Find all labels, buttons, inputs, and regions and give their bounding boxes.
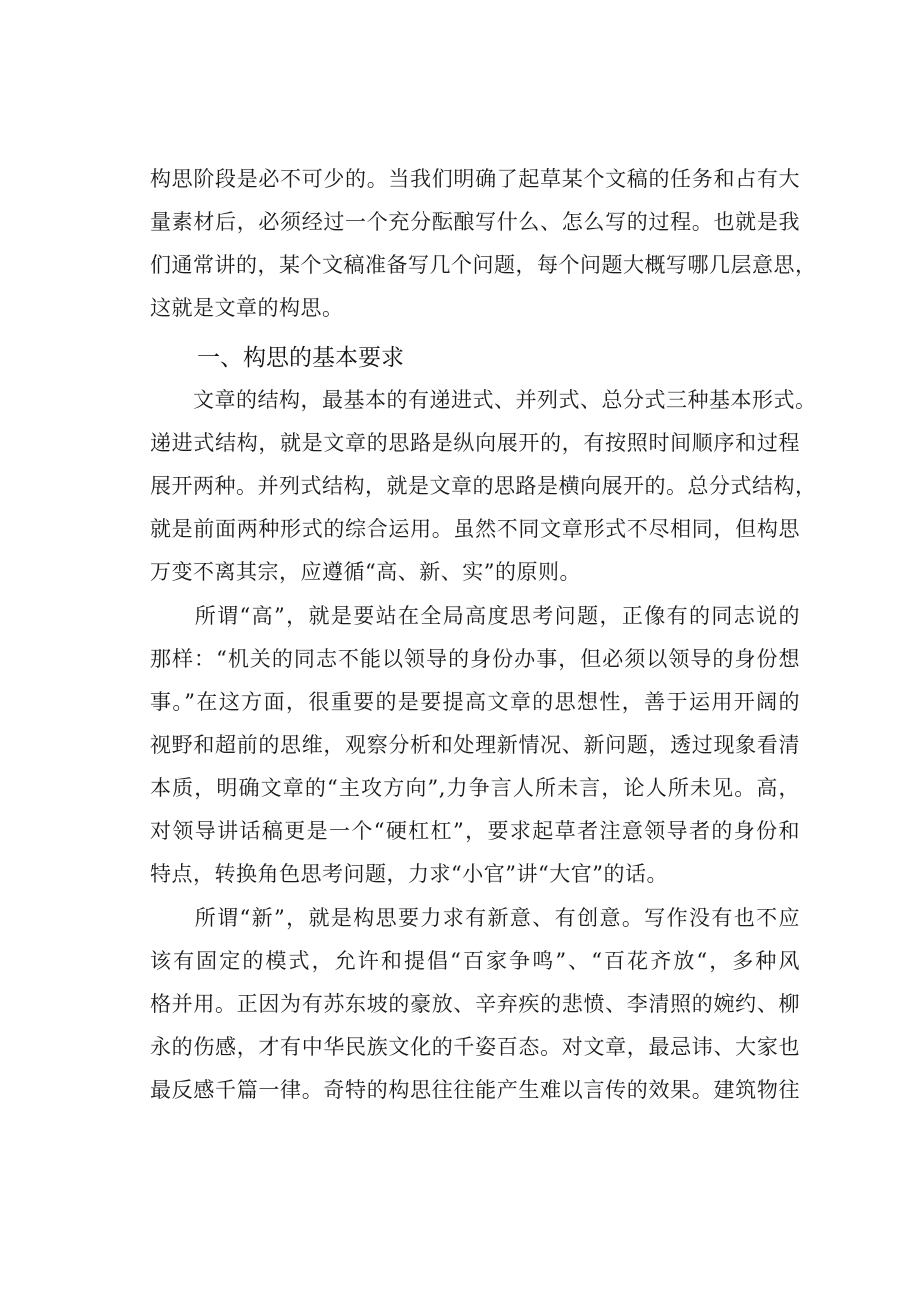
text-line: 构思阶段是必不可少的。当我们明确了起草某个文稿的任务和占有大 [150,167,800,191]
text-line: 事。”在这方面，很重要的是要提高文章的思想性，善于运用开阔的 [150,690,800,714]
structure-paragraph [150,379,817,594]
section-heading: 一、构思的基本要求 [197,345,404,371]
text-line: 所谓“高”，就是要站在全局高度思考问题，正像有的同志说的 [150,604,800,628]
xin-paragraph [150,897,800,1112]
text-line: 万变不离其宗，应遵循“高、新、实”的原则。 [150,560,581,584]
text-line: 展开两种。并列式结构，就是文章的思路是横向展开的。总分式结构， [150,474,817,498]
text-line: 本质，明确文章的“主攻方向”,力争言人所未言，论人所未见。高， [150,776,800,800]
text-line: 递进式结构，就是文章的思路是纵向展开的，有按照时间顺序和过程 [150,431,800,455]
text-line: 该有固定的模式，允许和提倡“百家争鸣”、“百花齐放“，多种风 [150,949,800,973]
text-line: 那样：“机关的同志不能以领导的身份办事，但必须以领导的身份想 [150,647,800,671]
text-line: 量素材后，必须经过一个充分酝酿写什么、怎么写的过程。也就是我 [150,210,800,234]
text-line: 最反感千篇一律。奇特的构思往往能产生难以言传的效果。建筑物往 [150,1078,800,1102]
text-line: 特点，转换角色思考问题，力求“小官”讲“大官”的话。 [150,862,668,886]
text-line: 对领导讲话稿更是一个“硬杠杠”，要求起草者注意领导者的身份和 [150,819,800,843]
text-line: 所谓“新”，就是构思要力求有新意、有创意。写作没有也不应 [150,906,800,930]
intro-paragraph [150,158,817,330]
text-line: 视野和超前的思维，观察分析和处理新情况、新问题，透过现象看清 [150,733,800,757]
text-line: 文章的结构，最基本的有递进式、并列式、总分式三种基本形式。 [150,388,817,412]
text-line: 永的伤感，才有中华民族文化的千姿百态。对文章，最忌讳、大家也 [150,1035,800,1059]
text-line: 就是前面两种形式的综合运用。虽然不同文章形式不尽相同，但构思 [150,517,800,541]
gao-paragraph [150,595,800,896]
text-line: 们通常讲的，某个文稿准备写几个问题，每个问题大概写哪几层意思， [150,253,817,277]
text-line: 格并用。正因为有苏东坡的豪放、辛弃疾的悲愤、李清照的婉约、柳 [150,992,800,1016]
text-line: 这就是文章的构思。 [150,296,344,320]
